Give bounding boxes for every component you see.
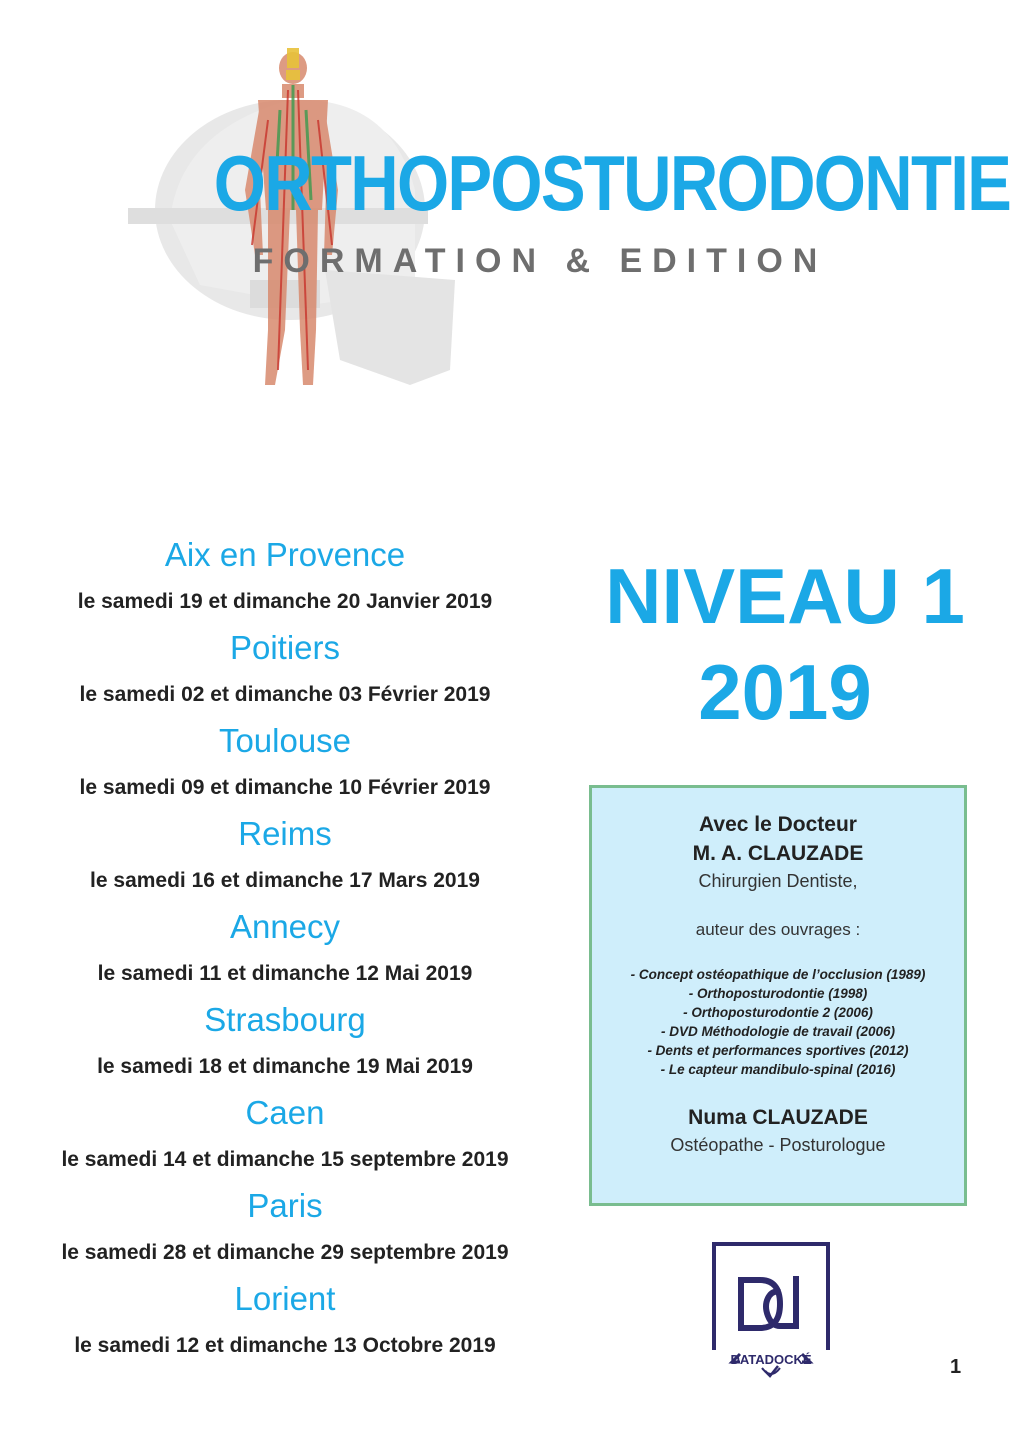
- brand-title: ORTHOPOSTURODONTIE: [213, 139, 1011, 227]
- session-dates: le samedi 16 et dimanche 17 Mars 2019: [90, 869, 480, 892]
- session-city: Caen: [245, 1094, 325, 1131]
- session-city: Paris: [247, 1187, 323, 1224]
- session-dates: le samedi 11 et dimanche 12 Mai 2019: [97, 962, 473, 985]
- level-year: 2019: [698, 648, 872, 736]
- level-title: NIVEAU 1: [605, 552, 965, 640]
- badge-label: DATADOCKÉ: [730, 1352, 812, 1367]
- header-logo: [110, 40, 1011, 420]
- session-city: Lorient: [234, 1280, 336, 1317]
- session-dates: le samedi 18 et dimanche 19 Mai 2019: [97, 1055, 473, 1078]
- session-list: [15, 532, 555, 1369]
- session-dates: le samedi 19 et dimanche 20 Janvier 2019: [77, 590, 493, 613]
- session-dates: le samedi 09 et dimanche 10 Février 2019: [79, 776, 491, 799]
- work-item: - DVD Méthodologie de travail (2006): [660, 1024, 896, 1039]
- doctor-role: Chirurgien Dentiste,: [698, 871, 858, 891]
- datadock-badge: [710, 1240, 832, 1384]
- work-item: - Orthoposturodontie (1998): [688, 986, 868, 1001]
- work-item: - Concept ostéopathique de l’occlusion (1989): [630, 967, 926, 982]
- datadock-logo-icon: [710, 1240, 832, 1384]
- session-city: Annecy: [229, 908, 341, 945]
- works-intro: auteur des ouvrages :: [695, 920, 861, 939]
- session-city: Reims: [238, 815, 332, 852]
- session-dates: le samedi 14 et dimanche 15 septembre 2019: [61, 1148, 509, 1171]
- level-heading: [560, 548, 1010, 740]
- page-number: 1: [950, 1356, 962, 1378]
- work-item: - Dents et performances sportives (2012): [647, 1043, 909, 1058]
- session-city: Strasbourg: [204, 1001, 366, 1038]
- session-city: Toulouse: [218, 722, 352, 759]
- second-instructor-name: Numa CLAUZADE: [688, 1106, 868, 1129]
- session-dates: le samedi 28 et dimanche 29 septembre 2019: [61, 1241, 509, 1264]
- works-list: [592, 965, 964, 1079]
- session-city: Poitiers: [229, 629, 341, 666]
- instructors-box: [589, 785, 967, 1206]
- second-instructor-role: Ostéopathe - Posturologue: [670, 1135, 886, 1155]
- session-dates: le samedi 12 et dimanche 13 Octobre 2019: [74, 1334, 496, 1357]
- session-dates: le samedi 02 et dimanche 03 Février 2019: [79, 683, 491, 706]
- work-item: - Le capteur mandibulo-spinal (2016): [660, 1062, 896, 1077]
- skull-anatomy-illustration: [110, 40, 1011, 420]
- work-item: - Orthoposturodontie 2 (2006): [683, 1005, 873, 1020]
- doctor-name: M. A. CLAUZADE: [692, 842, 864, 865]
- brand-subtitle: FORMATION & EDITION: [252, 242, 828, 280]
- intro-text: Avec le Docteur: [699, 813, 857, 836]
- session-city: Aix en Provence: [164, 536, 406, 573]
